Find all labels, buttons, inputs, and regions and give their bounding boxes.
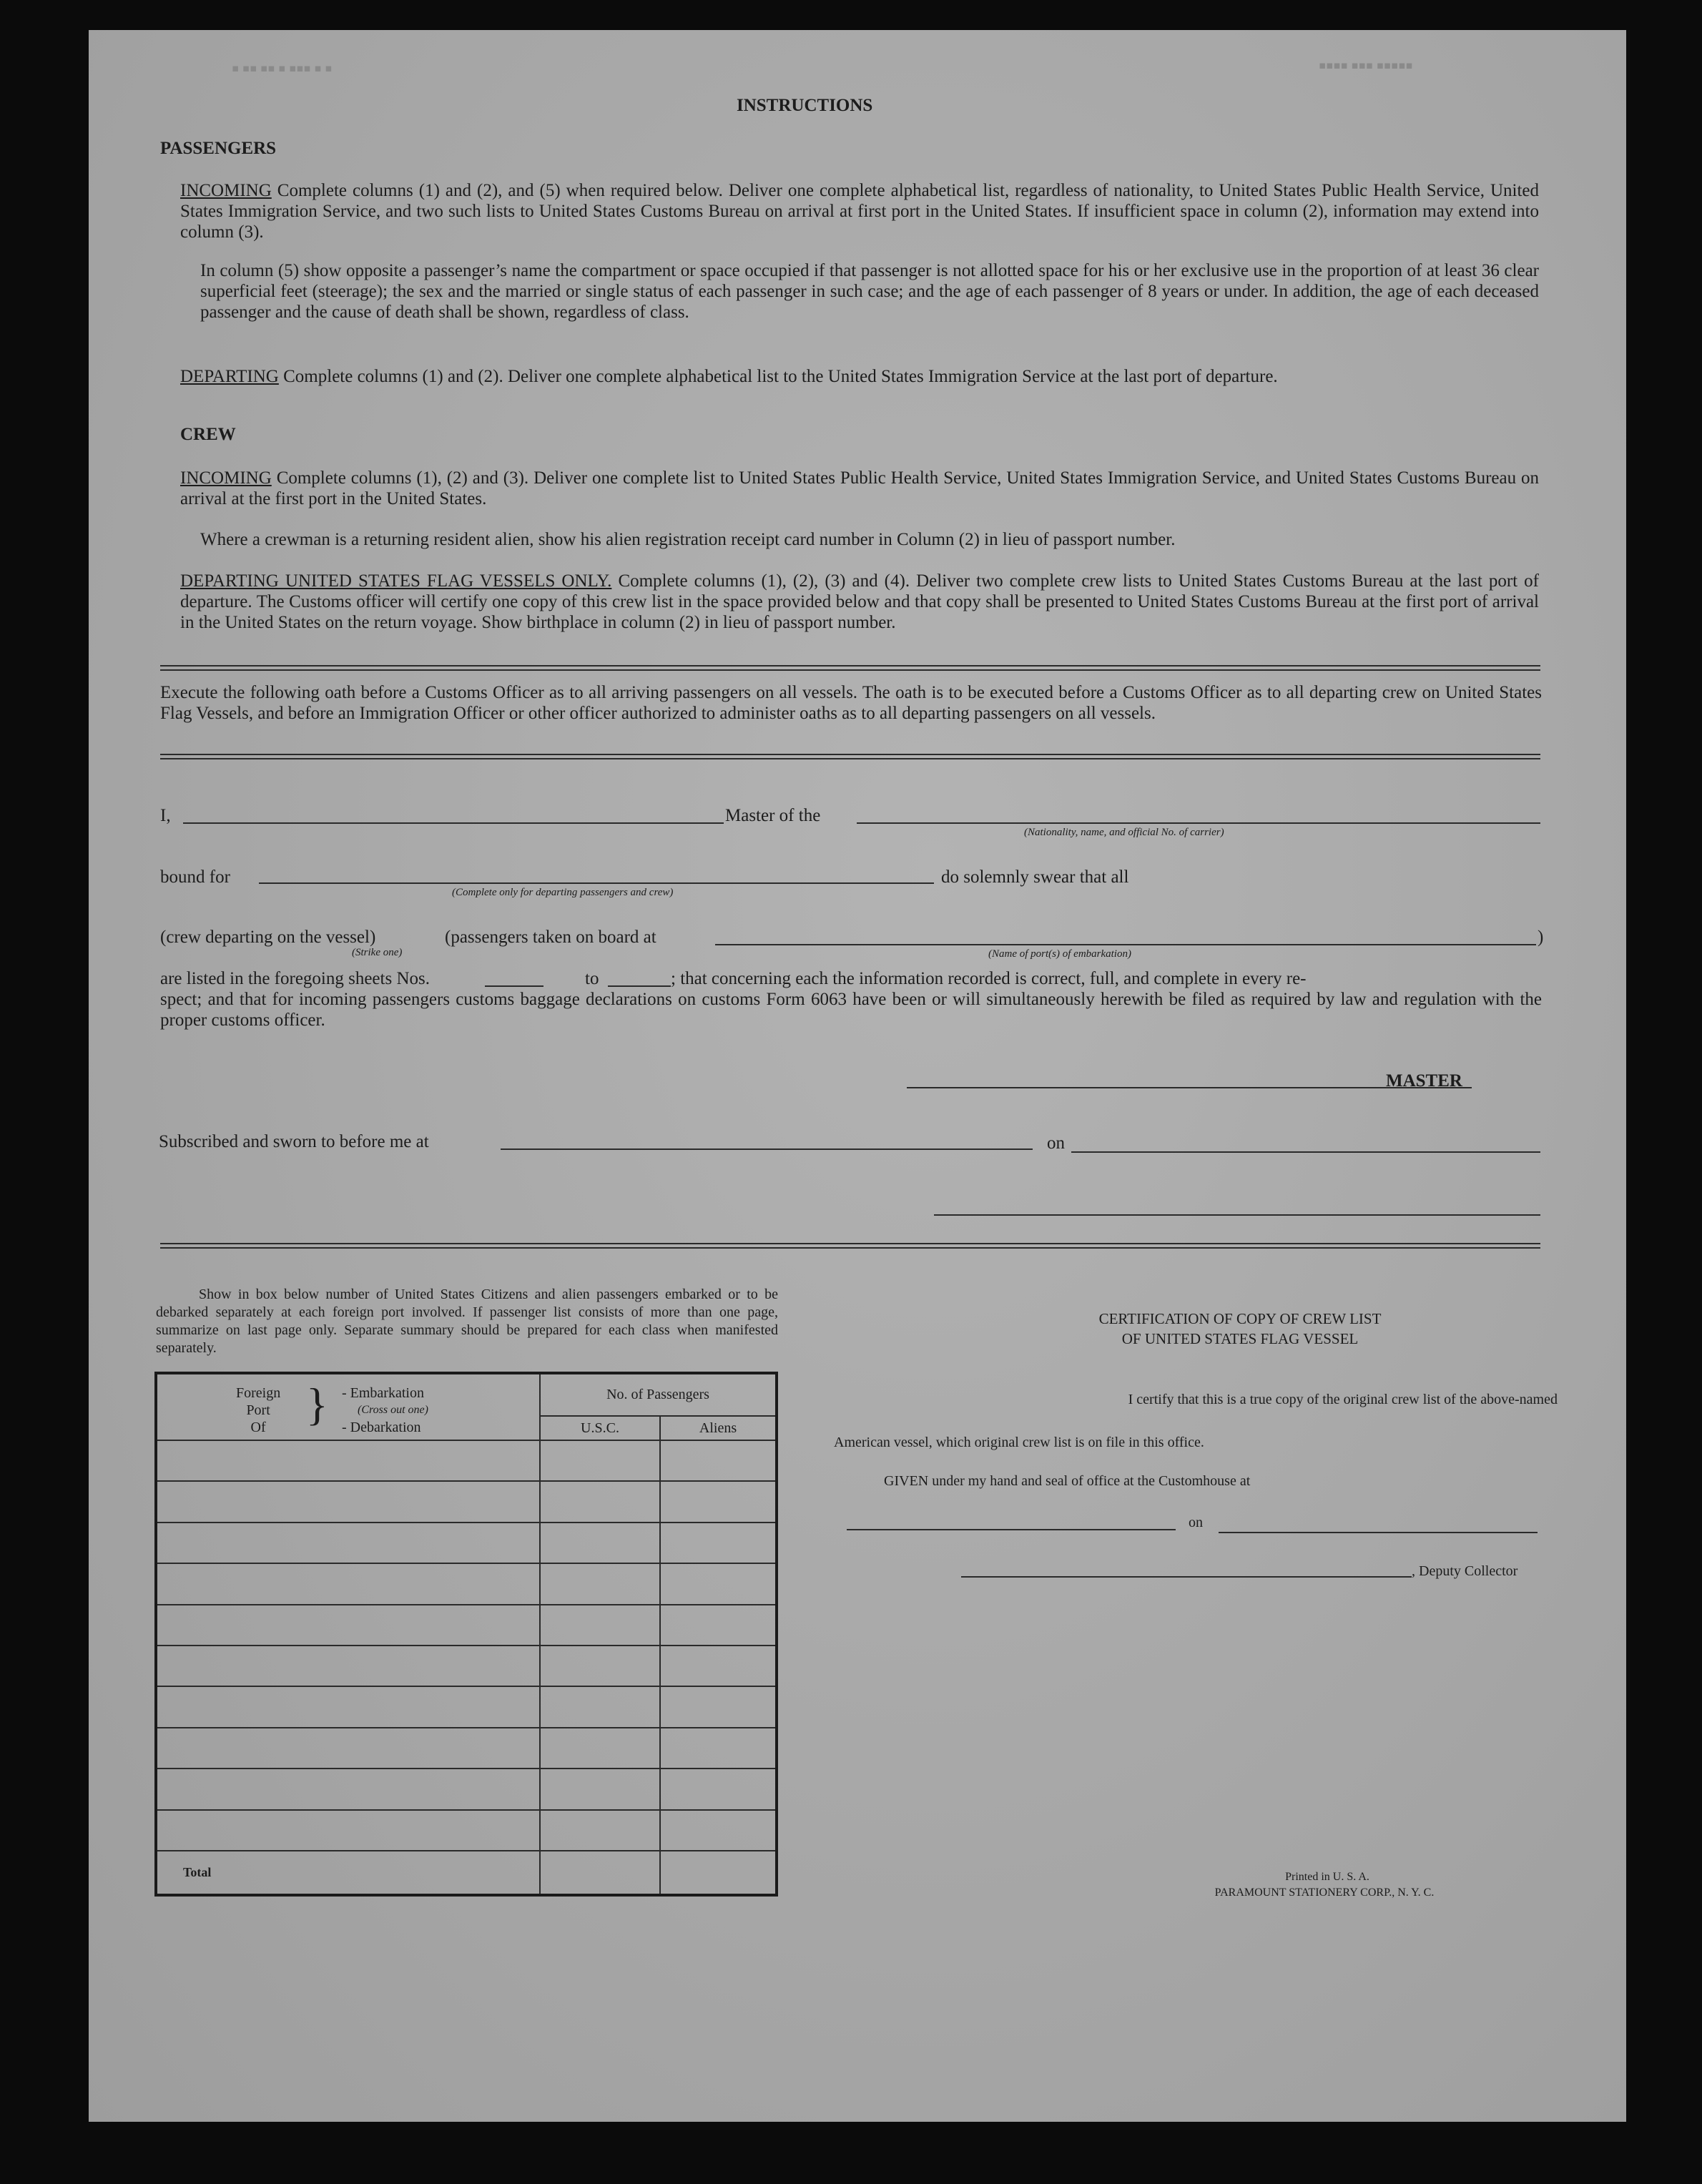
aliens-cell[interactable] bbox=[660, 1440, 777, 1481]
table-row bbox=[156, 1769, 777, 1809]
ports-caption: (Name of port(s) of embarkation) bbox=[988, 948, 1131, 960]
passenger-summary-table bbox=[154, 1372, 778, 1897]
swear-label: do solemnly swear that all bbox=[941, 867, 1129, 887]
sworn-on-label: on bbox=[1047, 1133, 1065, 1153]
certification-title-line1: CERTIFICATION OF COPY OF CREW LIST bbox=[1098, 1310, 1382, 1327]
passengers-departing-text: Complete columns (1) and (2). Deliver one complete alphabetical list to the United States Immigration Service at the last port of departure. bbox=[283, 367, 1278, 386]
table-row bbox=[156, 1481, 777, 1522]
passengers-incoming-paragraph bbox=[180, 180, 1539, 242]
form-page bbox=[89, 30, 1626, 2122]
embarkation-label: - Embarkation bbox=[342, 1385, 424, 1401]
printer-name: PARAMOUNT STATIONERY CORP., N. Y. C. bbox=[1214, 1887, 1435, 1899]
aliens-cell[interactable] bbox=[660, 1523, 777, 1563]
aliens-cell[interactable] bbox=[660, 1686, 777, 1727]
port-cell[interactable] bbox=[156, 1563, 540, 1604]
port-cell[interactable] bbox=[156, 1646, 540, 1686]
crew-incoming-paragraph bbox=[180, 468, 1539, 509]
to-label: to bbox=[585, 969, 599, 988]
listed-rest: spect; and that for incoming passengers customs baggage declarations on customs Form 6063 have been or will simultaneously herewith be filed as required by law and regulation with the proper customs officer. bbox=[160, 990, 1542, 1030]
divider-oath bbox=[160, 754, 1540, 759]
given-text: GIVEN under my hand and seal of office at the Customhouse at bbox=[884, 1473, 1251, 1489]
oath-i-label: I, bbox=[160, 806, 171, 825]
certification-date-field[interactable] bbox=[1219, 1532, 1538, 1533]
summary-note: Show in box below number of United States Citizens and alien passengers embarked or to be debarked separately at each foreign port involved. If passenger list consists of more than one page, summarize on last page only. Separate summary should be prepared for each class when manifested separately. bbox=[156, 1287, 778, 1356]
close-paren: ) bbox=[1538, 928, 1544, 947]
oath-instructions: Execute the following oath before a Customs Officer as to all arriving passengers on all vessels. The oath is to be executed before a Customs Officer as to all departing crew on United States Flag Vessels, and before an Immigration Officer or other officer authorized to administer oaths as to all departing passengers on all vessels. bbox=[160, 683, 1542, 723]
port-cell[interactable] bbox=[156, 1440, 540, 1481]
cross-out-label: (Cross out one) bbox=[358, 1404, 428, 1416]
aliens-cell[interactable] bbox=[660, 1769, 777, 1809]
passengers-column5-paragraph: In column (5) show opposite a passenger’s name the compartment or space occupied if that passenger is not allotted space for his or her exclusive use in the proportion of at least 36 clear superficial feet (steerage); the sex and the married or single status of each passenger in such case; and the age of each passenger of 8 years or under. In addition, the age of each deceased passenger and the cause of death shall be shown, regardless of class. bbox=[200, 261, 1539, 322]
port-cell[interactable] bbox=[156, 1605, 540, 1646]
passengers-departing-label: DEPARTING bbox=[180, 367, 279, 386]
master-label: MASTER bbox=[1386, 1071, 1462, 1091]
subscribed-label: Subscribed and sworn to before me at bbox=[159, 1132, 429, 1151]
usc-cell[interactable] bbox=[540, 1563, 660, 1604]
port-of-embarkation-field[interactable] bbox=[715, 944, 1536, 945]
foreign-port-header bbox=[156, 1373, 540, 1440]
master-of-the-label: Master of the bbox=[725, 806, 821, 825]
carrier-field[interactable] bbox=[857, 822, 1540, 824]
page-title: INSTRUCTIONS bbox=[737, 96, 873, 115]
table-row bbox=[156, 1605, 777, 1646]
crew-incoming-text: Complete columns (1), (2) and (3). Deliver one complete list to United States Public Health Service, United States Immigration Service, and United States Customs Bureau on arrival at the first port in the United States. bbox=[180, 468, 1539, 508]
passengers-taken-option: (passengers taken on board at bbox=[445, 928, 656, 947]
summary-header-row bbox=[156, 1373, 777, 1416]
brace-icon: } bbox=[306, 1379, 328, 1430]
deputy-signature-field[interactable] bbox=[961, 1576, 1412, 1578]
aliens-cell[interactable] bbox=[660, 1810, 777, 1851]
port-cell[interactable] bbox=[156, 1686, 540, 1727]
port-cell[interactable] bbox=[156, 1728, 540, 1769]
of-label: Of bbox=[250, 1420, 266, 1435]
table-row bbox=[156, 1523, 777, 1563]
usc-header: U.S.C. bbox=[540, 1416, 660, 1440]
printed-in-usa: Printed in U. S. A. bbox=[1285, 1871, 1369, 1883]
aliens-cell[interactable] bbox=[660, 1481, 777, 1522]
passengers-incoming-label: INCOMING bbox=[180, 181, 272, 200]
total-label: Total bbox=[156, 1851, 540, 1895]
table-row bbox=[156, 1440, 777, 1481]
crew-heading: CREW bbox=[180, 425, 236, 444]
aliens-header: Aliens bbox=[660, 1416, 777, 1440]
passengers-departing-paragraph bbox=[180, 366, 1539, 387]
usc-cell[interactable] bbox=[540, 1605, 660, 1646]
port-cell[interactable] bbox=[156, 1481, 540, 1522]
port-cell[interactable] bbox=[156, 1769, 540, 1809]
listed-prefix: are listed in the foregoing sheets Nos. bbox=[160, 969, 430, 988]
certify-line2: American vessel, which original crew list is on file in this office. bbox=[834, 1435, 1204, 1450]
sheet-to-field[interactable] bbox=[608, 985, 671, 987]
bound-for-label: bound for bbox=[160, 867, 230, 887]
usc-cell[interactable] bbox=[540, 1646, 660, 1686]
aliens-cell[interactable] bbox=[660, 1605, 777, 1646]
debarkation-label: - Debarkation bbox=[342, 1420, 421, 1435]
certify-line1: I certify that this is a true copy of the original crew list of the above-named bbox=[1128, 1392, 1558, 1407]
aliens-cell[interactable] bbox=[660, 1646, 777, 1686]
listed-suffix: ; that concerning each the information recorded is correct, full, and complete in every re- bbox=[671, 969, 1307, 988]
divider-instructions bbox=[160, 665, 1540, 671]
certification-title bbox=[1054, 1309, 1426, 1349]
usc-cell[interactable] bbox=[540, 1481, 660, 1522]
crew-resident-paragraph: Where a crewman is a returning resident alien, show his alien registration receipt card number in Column (2) in lieu of passport number. bbox=[200, 530, 1176, 549]
aliens-cell[interactable] bbox=[660, 1728, 777, 1769]
foreign-label: Foreign bbox=[236, 1385, 281, 1401]
passengers-incoming-text: Complete columns (1) and (2), and (5) when required below. Deliver one complete alphabetical list, regardless of nationality, to United States Public Health Service, United States Immigration Service, and two such lists to United States Customs Bureau on arrival at first port in the United States. If insufficient space in column (2), information may extend into column (3). bbox=[180, 181, 1540, 242]
divider-summary bbox=[160, 1243, 1540, 1249]
usc-cell[interactable] bbox=[540, 1728, 660, 1769]
usc-cell[interactable] bbox=[540, 1769, 660, 1809]
table-row bbox=[156, 1646, 777, 1686]
bound-for-caption: (Complete only for departing passengers and crew) bbox=[452, 887, 674, 898]
certification-title-line2: OF UNITED STATES FLAG VESSEL bbox=[1121, 1330, 1359, 1347]
deputy-collector-label: , Deputy Collector bbox=[1412, 1563, 1518, 1579]
bound-for-field[interactable] bbox=[259, 882, 934, 884]
total-aliens-cell[interactable] bbox=[660, 1851, 777, 1895]
table-row bbox=[156, 1563, 777, 1604]
bleed-through-mark-right: ▪▪▪▪ ▪▪▪ ▪▪▪▪▪ bbox=[1319, 59, 1413, 72]
crew-incoming-label: INCOMING bbox=[180, 468, 272, 488]
usc-cell[interactable] bbox=[540, 1810, 660, 1851]
crew-departing-label: DEPARTING UNITED STATES FLAG VESSELS ONLY. bbox=[180, 571, 612, 591]
strike-one-caption: (Strike one) bbox=[352, 947, 403, 958]
port-cell[interactable] bbox=[156, 1523, 540, 1563]
usc-cell[interactable] bbox=[540, 1440, 660, 1481]
crew-departing-text: Complete columns (1), (2), (3) and (4). Deliver two complete crew lists to United States Customs Bureau at the last port of departure. The Customs officer will certify one copy of this crew list in the space provided below and that copy shall be presented to United States Customs Bureau at the first port of arrival in the United States on the return voyage. Show birthplace in column (2) in lieu of passport number. bbox=[180, 571, 1539, 632]
no-of-passengers-header: No. of Passengers bbox=[540, 1373, 777, 1416]
crew-departing-option: (crew departing on the vessel) bbox=[160, 928, 376, 947]
table-row bbox=[156, 1686, 777, 1727]
passengers-heading: PASSENGERS bbox=[160, 139, 277, 158]
officer-signature-field[interactable] bbox=[934, 1214, 1540, 1216]
usc-cell[interactable] bbox=[540, 1686, 660, 1727]
table-row bbox=[156, 1810, 777, 1851]
port-cell[interactable] bbox=[156, 1810, 540, 1851]
certification-on-label: on bbox=[1189, 1515, 1203, 1530]
carrier-caption: (Nationality, name, and official No. of carrier) bbox=[1024, 827, 1224, 838]
crew-departing-paragraph bbox=[180, 571, 1539, 633]
sworn-place-field[interactable] bbox=[501, 1148, 1033, 1150]
total-usc-cell[interactable] bbox=[540, 1851, 660, 1895]
customhouse-field[interactable] bbox=[847, 1529, 1176, 1530]
sworn-date-field[interactable] bbox=[1071, 1151, 1540, 1153]
aliens-cell[interactable] bbox=[660, 1563, 777, 1604]
table-row bbox=[156, 1728, 777, 1769]
usc-cell[interactable] bbox=[540, 1523, 660, 1563]
total-row bbox=[156, 1851, 777, 1895]
master-name-field[interactable] bbox=[183, 822, 724, 824]
port-label: Port bbox=[246, 1402, 270, 1418]
sheet-from-field[interactable] bbox=[485, 985, 543, 987]
bleed-through-mark-left: ▪ ▪▪ ▪▪ ▪ ▪▪▪ ▪ ▪ bbox=[232, 62, 333, 74]
